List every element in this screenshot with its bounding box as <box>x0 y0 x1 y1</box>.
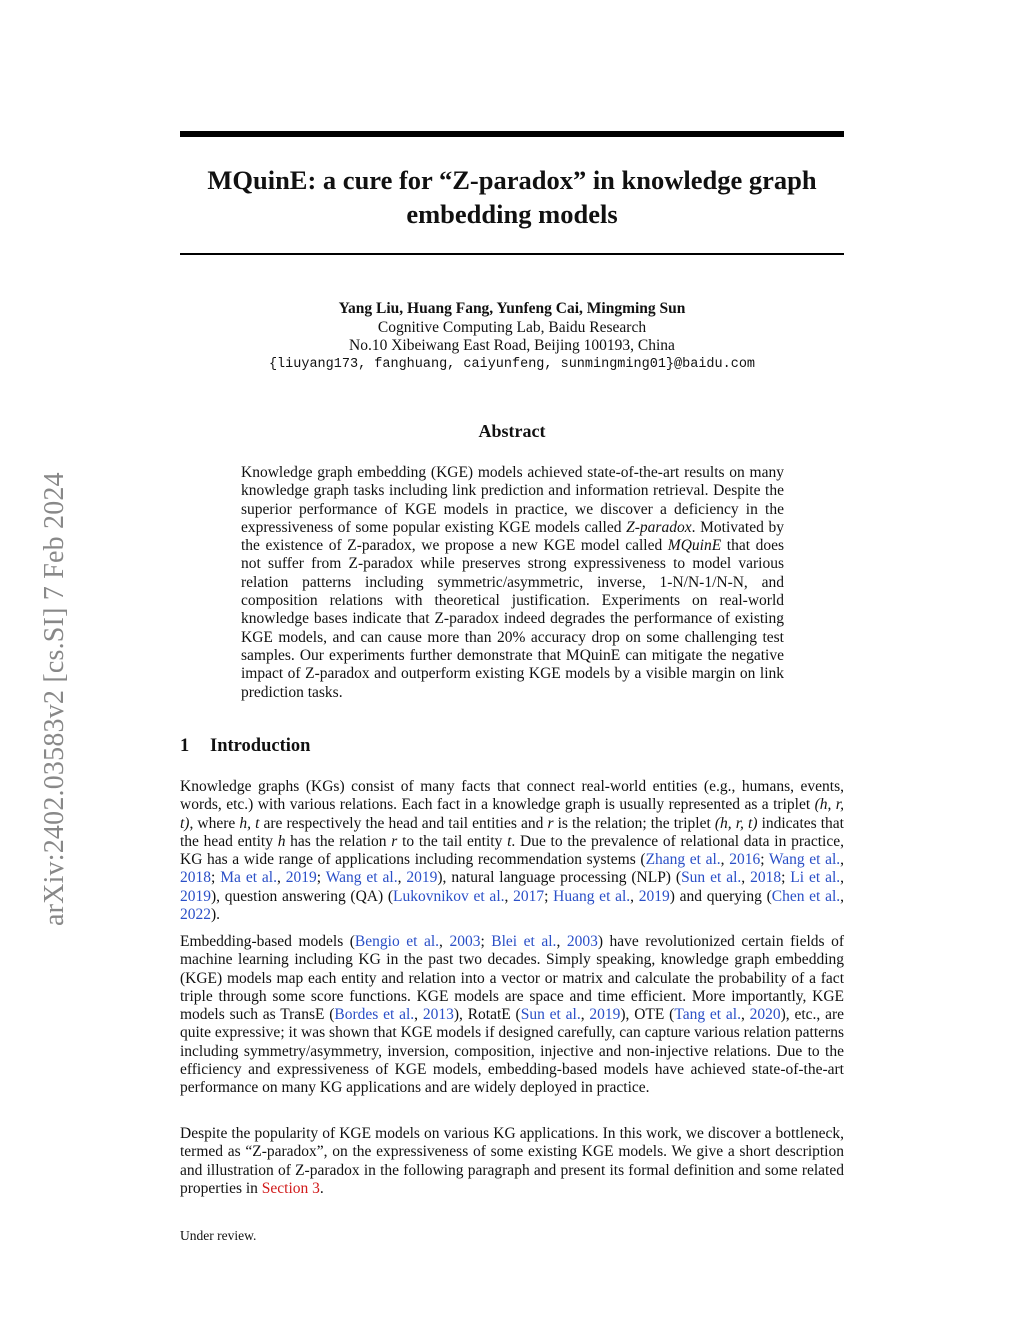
paper-title: MQuinE: a cure for “Z-paradox” in knowledge graph embedding models <box>207 165 817 229</box>
citation-link[interactable]: 2022 <box>180 906 211 924</box>
citation-link[interactable]: Lukovnikov et al. <box>393 887 505 905</box>
author-names: Yang Liu, Huang Fang, Yunfeng Cai, Mingming Sun <box>338 300 686 317</box>
citation-link[interactable]: Wang et al. <box>325 869 398 887</box>
citation-link[interactable]: 2019 <box>406 869 438 887</box>
affiliation: Cognitive Computing Lab, Baidu Research <box>377 318 647 336</box>
email: {liuyang173, fanghuang, caiyunfeng, sunmingming01}@baidu.com <box>268 356 756 372</box>
citation-link[interactable]: 2019 <box>589 1006 621 1024</box>
citation-link[interactable]: 2020 <box>749 1006 781 1024</box>
footnote: Under review. <box>180 1228 257 1243</box>
address: No.10 Xibeiwang East Road, Beijing 100193, China <box>349 337 675 354</box>
citation-link[interactable]: Li et al. <box>790 869 841 887</box>
intro-paragraph-1: Knowledge graphs (KGs) consist of many facts that connect real-world entities (e.g., humans, events, words, etc.) with various relations. Each fact in a knowledge graph is usually represented as a triplet (h, r, t), where h, t are respectively the head and tail entities and r is the relation; the triplet (h, r, t) indicates that the head entity h has the relation r to the tail entity t. Due to the prevalence of relational data in practice, KG has a wide range of applications including recommendation systems (Zhang et al., 2016; Wang et al., 2018; Ma et al., 2019; Wang et al., 2019), natural language processing (NLP) (Sun et al., 2018; Li et al., 2019), question answering (QA) (Lukovnikov et al., 2017; Huang et al., 2019) and querying (Chen et al., 2022). <box>180 778 845 924</box>
abstract-text: Knowledge graph embedding (KGE) models achieved state-of-the-art results on many knowledge graph tasks including link prediction and information retrieval. Despite the superior performance of KGE models in practice, we discover a deficiency in the expressiveness of some popular existing KGE models called Z-paradox. Motivated by the existence of Z-paradox, we propose a new KGE model called MQuinE that does not suffer from Z-paradox while preserves strong expressiveness to model various relation patterns including symmetric/asymmetric, inverse, 1-N/N-1/N-N, and composition relations with theoretical justification. Experiments on real-world knowledge bases indicate that Z-paradox indeed degrades the performance of existing KGE models, and can cause more than 20% accuracy drop on some challenging test samples. Our experiments further demonstrate that MQuinE can mitigate the negative impact of Z-paradox and outperform existing KGE models by a visible margin on link prediction tasks. <box>241 464 785 701</box>
citation-link[interactable]: 2019 <box>285 869 317 887</box>
citation-link[interactable]: Zhang et al. <box>645 851 721 869</box>
citation-link[interactable]: 2013 <box>422 1006 454 1024</box>
author-block <box>180 300 844 374</box>
citation-link[interactable]: 2018 <box>180 869 211 887</box>
citation-link[interactable]: Sun et al. <box>681 869 742 887</box>
citation-link[interactable]: 2019 <box>638 887 670 905</box>
section-reference-link[interactable]: Section 3 <box>261 1179 320 1197</box>
citation-link[interactable]: Chen et al. <box>771 887 841 905</box>
citation-link[interactable]: Huang et al. <box>553 887 631 905</box>
citation-link[interactable]: 2016 <box>729 851 761 869</box>
citation-link[interactable]: Bordes et al. <box>334 1006 415 1024</box>
citation-link[interactable]: 2018 <box>750 869 782 887</box>
citation-link[interactable]: Blei et al. <box>491 933 557 950</box>
intro-paragraph-2: Embedding-based models (Bengio et al., 2003; Blei et al., 2003) have revolutionized certain fields of machine learning including KG in the past two decades. Simply speaking, knowledge graph embedding (KGE) models map each entity and relation into a vector or matrix and calculate the probability of a fact triple through some score functions. KGE models are space and time efficient. More importantly, KGE models such as TransE (Bordes et al., 2013), RotatE (Sun et al., 2019), OTE (Tang et al., 2020), etc., are quite expressive; it was shown that KGE models if designed carefully, can capture various relation patterns including symmetry/asymmetry, inversion, composition, injective and non-injective relations. Due to the efficiency and expressiveness of KGE models, embedding-based models have achieved state-of-the-art performance on many KG applications and are widely deployed in practice. <box>180 933 845 1097</box>
citation-link[interactable]: Bengio et al. <box>354 933 440 950</box>
arxiv-identifier: arXiv:2402.03583v2 [cs.SI] 7 Feb 2024 <box>39 472 70 926</box>
section-heading-introduction <box>180 736 310 757</box>
section-title: Introduction <box>210 736 311 756</box>
section-number: 1 <box>180 736 190 756</box>
citation-link[interactable]: 2003 <box>449 933 481 950</box>
citation-link[interactable]: 2003 <box>566 933 598 950</box>
citation-link[interactable]: Ma et al. <box>220 869 277 887</box>
title-top-rule <box>180 131 844 137</box>
title-bottom-rule <box>180 253 844 255</box>
citation-link[interactable]: 2017 <box>513 887 545 905</box>
citation-link[interactable]: Wang et al. <box>768 851 841 869</box>
citation-link[interactable]: Sun et al. <box>520 1006 581 1024</box>
intro-paragraph-3: Despite the popularity of KGE models on various KG applications. In this work, we discover a bottleneck, termed as “Z-paradox”, on the expressiveness of some existing KGE models. We give a short description and illustration of Z-paradox in the following paragraph and present its formal definition and some related properties in Section 3. <box>180 1125 844 1197</box>
abstract-heading: Abstract <box>478 421 546 441</box>
citation-link[interactable]: Tang et al. <box>674 1006 741 1024</box>
citation-link[interactable]: 2019 <box>180 887 211 905</box>
